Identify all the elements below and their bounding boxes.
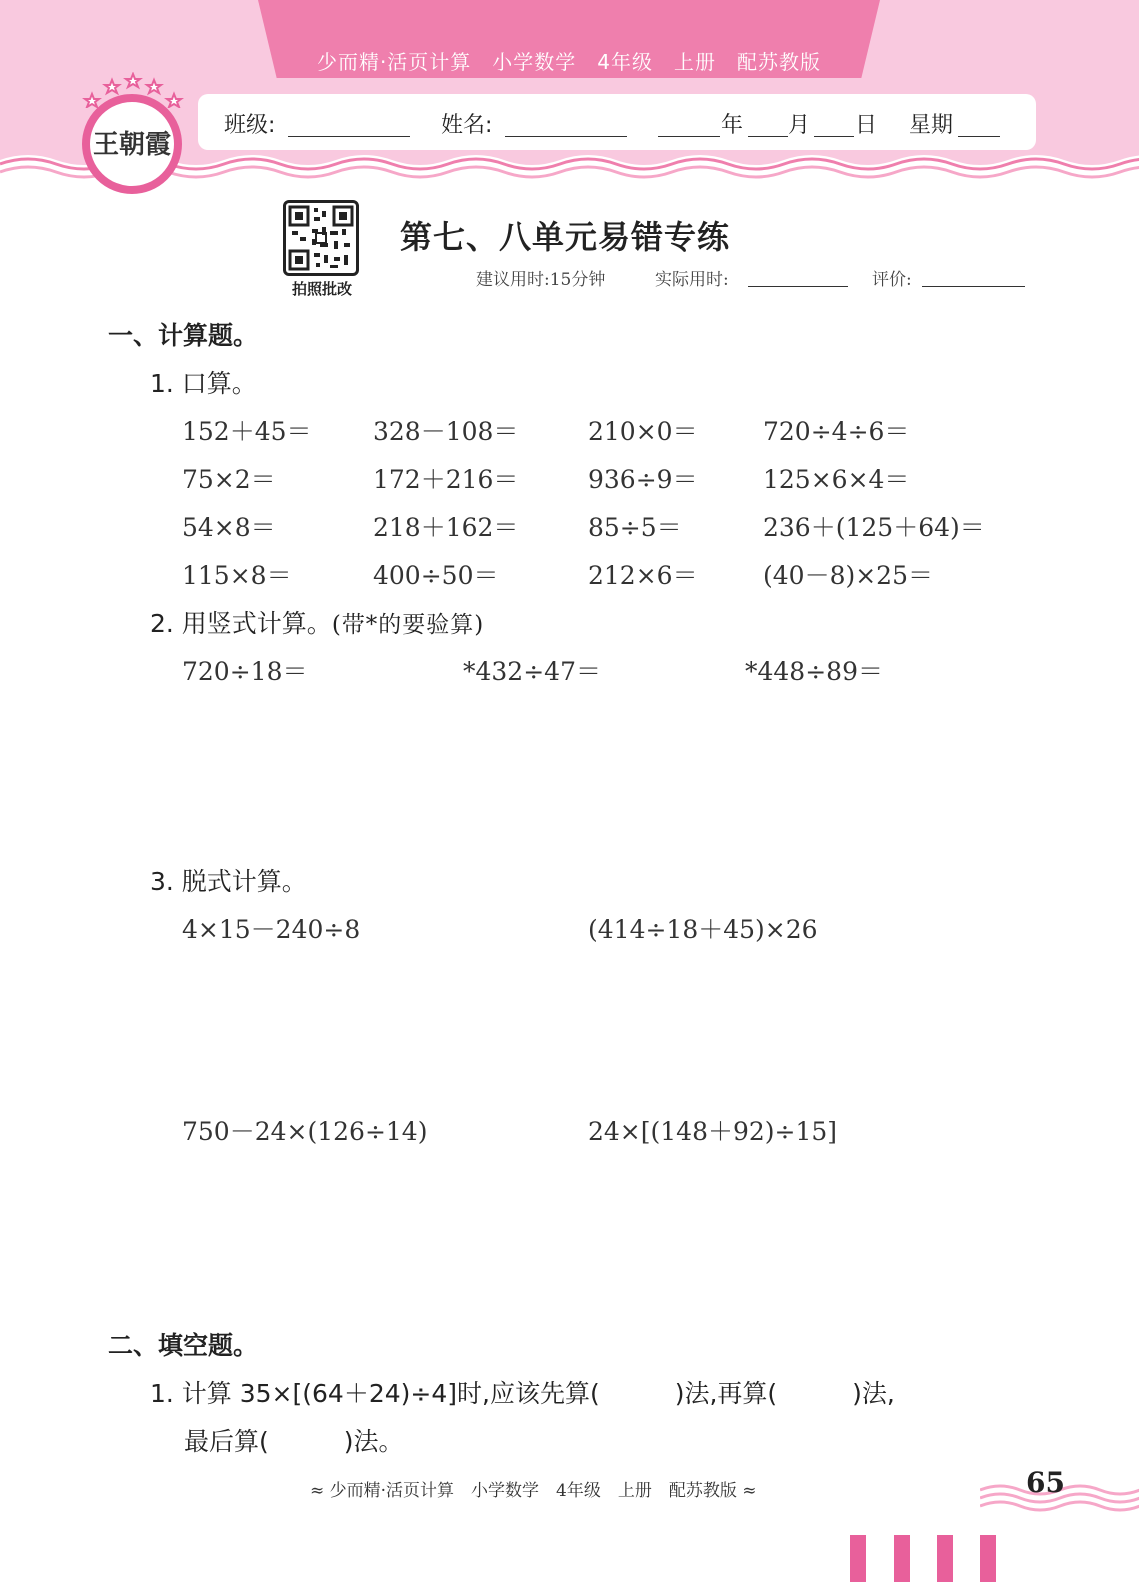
section-heading-calculation: 一、计算题。 xyxy=(108,321,259,350)
day-field[interactable] xyxy=(814,136,854,137)
mental-math-item: 75×2＝ xyxy=(182,465,276,494)
rating-field[interactable] xyxy=(922,286,1025,287)
step-calc-item: 24×[(148＋92)÷15] xyxy=(588,1117,838,1146)
weekday-field[interactable] xyxy=(958,136,1000,137)
weekday-label: 星期 xyxy=(909,113,954,138)
year-label: 年 xyxy=(721,113,744,138)
mental-math-item: 115×8＝ xyxy=(182,561,292,590)
question-vertical-calc-label xyxy=(150,604,484,640)
mental-math-item: (40－8)×25＝ xyxy=(763,561,933,590)
vertical-calc-label-text: 2. 用竖式计算。 xyxy=(150,609,332,638)
class-label: 班级: xyxy=(224,113,276,138)
mental-math-item: 85÷5＝ xyxy=(588,513,682,542)
actual-time-field[interactable] xyxy=(748,286,848,287)
question-mental-math-label: 1. 口算。 xyxy=(150,369,257,398)
step-calc-item: 750－24×(126÷14) xyxy=(182,1117,428,1146)
mental-math-item: 400÷50＝ xyxy=(373,561,499,590)
edge-tab-bar xyxy=(980,1535,996,1582)
vertical-calc-item: *448÷89＝ xyxy=(745,657,883,686)
vertical-calc-note: (带*的要验算) xyxy=(331,612,485,638)
actual-time-label: 实际用时: xyxy=(655,270,729,290)
rating-label: 评价: xyxy=(872,270,912,290)
mental-math-item: 210×0＝ xyxy=(588,417,698,446)
vertical-calc-item: *432÷47＝ xyxy=(463,657,601,686)
fill-blank-question-line1: 1. 计算 35×[(64＋24)÷4]时,应该先算( )法,再算( )法, xyxy=(150,1379,895,1408)
fill-blank-question-line2: 最后算( )法。 xyxy=(184,1427,404,1456)
mental-math-item: 152＋45＝ xyxy=(182,417,312,446)
qr-code-icon[interactable] xyxy=(283,200,359,276)
step-calc-item: (414÷18＋45)×26 xyxy=(588,915,818,944)
vertical-calc-item: 720÷18＝ xyxy=(182,657,308,686)
question-step-calc-label: 3. 脱式计算。 xyxy=(150,867,307,896)
logo-text: 王朝霞 xyxy=(92,130,171,160)
footer-series: ≈ 少而精·活页计算 小学数学 4年级 上册 配苏教版 ≈ xyxy=(310,1481,757,1501)
qr-label: 拍照批改 xyxy=(291,280,352,298)
mental-math-item: 54×8＝ xyxy=(182,513,276,542)
section-heading-fill-blank: 二、填空题。 xyxy=(108,1331,259,1360)
class-field[interactable] xyxy=(288,136,410,137)
mental-math-item: 172＋216＝ xyxy=(373,465,519,494)
day-label: 日 xyxy=(855,113,878,138)
mental-math-item: 328－108＝ xyxy=(373,417,519,446)
name-field[interactable] xyxy=(505,136,627,137)
mental-math-item: 212×6＝ xyxy=(588,561,698,590)
page-number: 65 xyxy=(1026,1466,1065,1499)
mental-math-item: 218＋162＝ xyxy=(373,513,519,542)
month-label: 月 xyxy=(788,113,811,138)
suggested-time: 建议用时:15分钟 xyxy=(476,270,606,290)
mental-math-item: 720÷4÷6＝ xyxy=(763,417,910,446)
edge-tab-bar xyxy=(894,1535,910,1582)
student-info-box xyxy=(198,94,1036,150)
publisher-logo xyxy=(78,72,188,192)
qr-code-pattern xyxy=(286,203,356,273)
month-field[interactable] xyxy=(748,136,788,137)
step-calc-item: 4×15－240÷8 xyxy=(182,915,361,944)
header-series-title: 少而精·活页计算 小学数学 4年级 上册 配苏教版 xyxy=(316,50,822,74)
mental-math-item: 125×6×4＝ xyxy=(763,465,910,494)
name-label: 姓名: xyxy=(441,113,493,138)
page-title: 第七、八单元易错专练 xyxy=(400,218,731,256)
mental-math-item: 236＋(125＋64)＝ xyxy=(763,513,985,542)
edge-tab-bar xyxy=(850,1535,866,1582)
mental-math-item: 936÷9＝ xyxy=(588,465,698,494)
year-field[interactable] xyxy=(658,136,720,137)
edge-tab-bar xyxy=(937,1535,953,1582)
